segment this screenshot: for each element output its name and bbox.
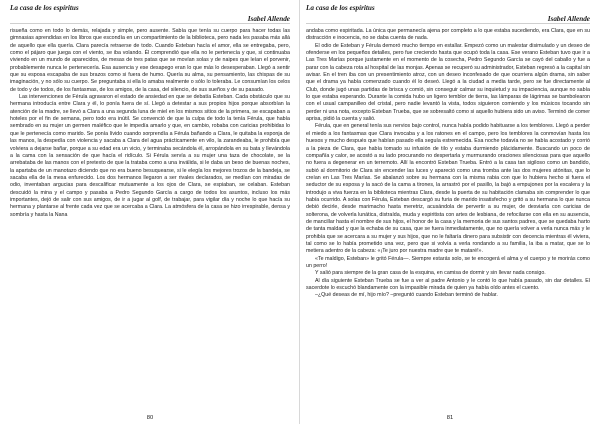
- paragraph: Al día siguiente Esteban Trueba se fue a ver al padre Antonio y le contó lo que había pasado, sin dar detalles. El sacerdote lo escuchó blandamente con la impasible mirada de quien ya había oído antes el cuento.: [306, 277, 590, 292]
- header-rule: [10, 23, 290, 24]
- header-rule: [306, 23, 590, 24]
- paragraph: risueña como en todo lo demás, relajada y simple, pero ausente. Sabía que tenía su cuerpo para hacer todas las gimnasias aprendidas en los libros que escondía en un compartimiento de la biblioteca, pero nada les pasaba más allá de aquello que ella quería. Clara parecía retraerse de todo. Cuando Esteban hacía el amor, ella se entregaba, pero, como el pájaro que juega con el viento, se iba volando. Él comprendió que ella no le pertenecía y que, si continuaba viviendo en un mundo de aparecidos, de mesas de tres patas que se movían solas y de naipes que leían el porvenir, probablemente nunca le pertenecería. Esa ausencia y ese desapego eran lo que más lo desesperaban. Llegó a sentir que su esposa escapaba de sus brazos como si fuera de humo. Quería su alma, su pensamiento, las chispas de su imaginación, y no sólo su cuerpo. Se preguntaba si ella lo amaba realmente o sólo lo toleraba. Le consumían los celos de todo y de todos, de los fantasmas, de los amigos, de la casa, del silencio, de sus sueños y de su pasado.: [10, 28, 290, 93]
- right-page-header: [306, 4, 590, 26]
- book-title: La casa de los espíritus: [306, 4, 375, 12]
- author-name: Isabel Allende: [547, 15, 590, 23]
- paragraph: Las intervenciones de Férula agravaron el estado de ansiedad en que se debatía Esteban. Cada obstáculo que su hermana introducía entre Clara y él, lo ponía fuera de sí. Llegó a detestar a sus propios hijos porque absorbían la atención de la madre, se llevó a Clara a una segunda luna de miel en los mismos sitios de la primera, se escapaban a hoteles por el fin de semana, pero todo era inútil. Se convenció de que la culpa de todo la tenía Férula, que había sembrado en su mujer un germen maléfico que le impedía amarlo y que, en cambio, robaba con caricias prohibidas lo que le pertenecía como marido. Se ponía lívido cuando sorprendía a Férula bañando a Clara, le quitaba la esponja de las manos, la despedía con violencia y sacaba a Clara del agua prácticamente en vilo, la zarandeaba, le prohibía que volviera a dejarse bañar, porque a su edad era un vicio, y terminaba secándola él, arropándola en su bata y llevándola a la cama con la sensación de que hacía el ridículo. Si Férula servía a su mujer una taza de chocolate, se la arrebataba de las manos con el pretexto de que la trataba como a una inválida, si le daba un beso de buenas noches, la apartaba de un manotazo diciendo que no era bueno besuquearse, si le elegía los mejores trozos de la bandeja, se sacaba ella de la mesa enfurecido. Los dos hermanos llegaron a ser rivales declarados, se medían con miradas de odio, inventaban argucias para descalificar mutuamente a los ojos de Clara, se espiaban, se celaban. Esteban descuidó la mina y el campo y pasaba a Pedro Segundo García a cargo de todos los asuntos, incluso los más importantes, dejó de salir con sus amigos, de ir a jugar al golf, de trabajar, para vigilar día y noche lo que hacía su hermana y plantarse al frente cada vez que se acercaba a Clara. La atmósfera de la casa se hizo irrespirable, densa y sombría y hasta la Nana: [10, 94, 290, 218]
- right-page: [300, 0, 600, 424]
- paragraph: andaba como espiritada. La única que permanecía ajena por completo a lo que estaba sucediendo, era Clara, que en su distracción e inocencia, no se daba cuenta de nada.: [306, 28, 590, 42]
- left-page-body: [10, 28, 290, 219]
- right-page-body: [306, 28, 590, 300]
- paragraph: –¿Qué deseas de mí, hijo mío? –preguntó cuando Esteban terminó de hablar.: [315, 292, 498, 299]
- left-page-header: [10, 4, 290, 26]
- paragraph: Férula, que en general tenía sus nervios bajo control, nunca había podido habituarse a los temblores. Llegó a perder el miedo a los fantasmas que Clara invocaba y a los ratones en el campo, pero los temblores la conmovían hasta los huesos y mucho después que habían pasado ella seguía estremecida. Esa noche todavía no se había acostado y corrió a la pieza de Clara, que había tomado su infusión de tilo y estaba durmiendo plácidamente. Buscando un poco de compañía y calor, se acostó a su lado procurando no despertarla y murmurando oraciones silenciosas para que aquello no fuera a degenerar en un terremoto. Allí la encontró Esteban Trueba. Entró a la casa tan sigiloso como un bandido, subió al dormitorio de Clara sin encender las luces y apareció como una tromba ante las dos mujeres atónitas, que lo creían en Las Tres Marías. Se abalanzó sobre su hermana con la misma rabia con que lo hubiera hecho si fuera el seductor de su esposa y la sacó de la cama a tirones, la arrastró por el pasillo, la bajó a empujones por la escalera y la introdujo a viva fuerza en la biblioteca mientras Clara, desde la puerta de su habitación clamaba sin comprender lo que había ocurrido. A solas con Férula, Esteban descargó su furia de marido insatisfecho y gritó a su hermana lo que nunca debió decirle, desde marimacho hasta meretriz, acusándola de pervertir a su mujer, de desviarla con caricias de solterona, de volverla lunática, distraída, muda y espiritista con artes de lesbiana, de refocilarse con ella en su ausencia, de mancillar hasta el nombre de sus hijos, el honor de la casa y la memoria de sus santos padres, que se quedaba harto de tanta maldad y que la echaba de su casa, que se fuera inmediatamente, que no quería volver a verla nunca más y le prohibía que se acercara a su mujer y sus hijos, que no le faltaría dinero para subsistir con decencia mientras él viviera, tal como se lo había prometido una vez, pero que si volvía a verla rondando a su familia, la iba a matar, que se lo metiera adentro de la cabeza: «¡Te juro por nuestra madre que te mataré!».: [306, 123, 590, 255]
- paragraph: «Te maldigo, Esteban» le gritó Férula—. Siempre estarás solo, se te encogerá el alma y el cuerpo y te morirás como un perro!: [306, 255, 590, 269]
- page-number: 81: [446, 415, 454, 421]
- paragraph: Y salió para siempre de la gran casa de la esquina, en camisa de dormir y sin llevar nada consigo.: [315, 270, 546, 277]
- paragraph: El odio de Esteban y Férula demoró mucho tiempo en estallar. Empezó como un malestar disimulado y un deseo de ofenderse en los pequeños detalles, pero fue creciendo hasta que ocupó toda la casa. Ese verano Esteban tuvo que ir a Las Tres Marías porque justamente en el momento de la cosecha, Pedro Segundo García se cayó del caballo y fue a parar con la cabeza rota al hospital de las monjas. Apenas se recuperó su administrador, Esteban regresó a la capital sin avisar. En el tren iba con un presentimiento atroz, con un deseo inconfesado de que ocurriera algún drama, sin saber que el drama ya había comenzado cuando él lo deseó. Llegó a la ciudad a media tarde, pero se fue directamente al Club, donde jugó unas partidas de brisca y comió, sin conseguir calmar su inquietud y su impaciencia, aunque no sabía lo que estaba esperando. Durante la comida hubo un ligero temblor de tierra, las lámparas de lágrimas se bambolearon con el usual campanilleo del cristal, pero nadie levantó la vista, todos siguieron comiendo y los músicos tocando sin perder ni una nota, excepto Esteban Trueba, que se sobresaltó como si aquello hubiera sido un aviso. Terminó de comer aprisa, pidió la cuenta y salió.: [306, 42, 590, 123]
- page-number: 80: [146, 415, 154, 421]
- author-name: Isabel Allende: [247, 15, 290, 23]
- book-title: La casa de los espíritus: [10, 4, 79, 12]
